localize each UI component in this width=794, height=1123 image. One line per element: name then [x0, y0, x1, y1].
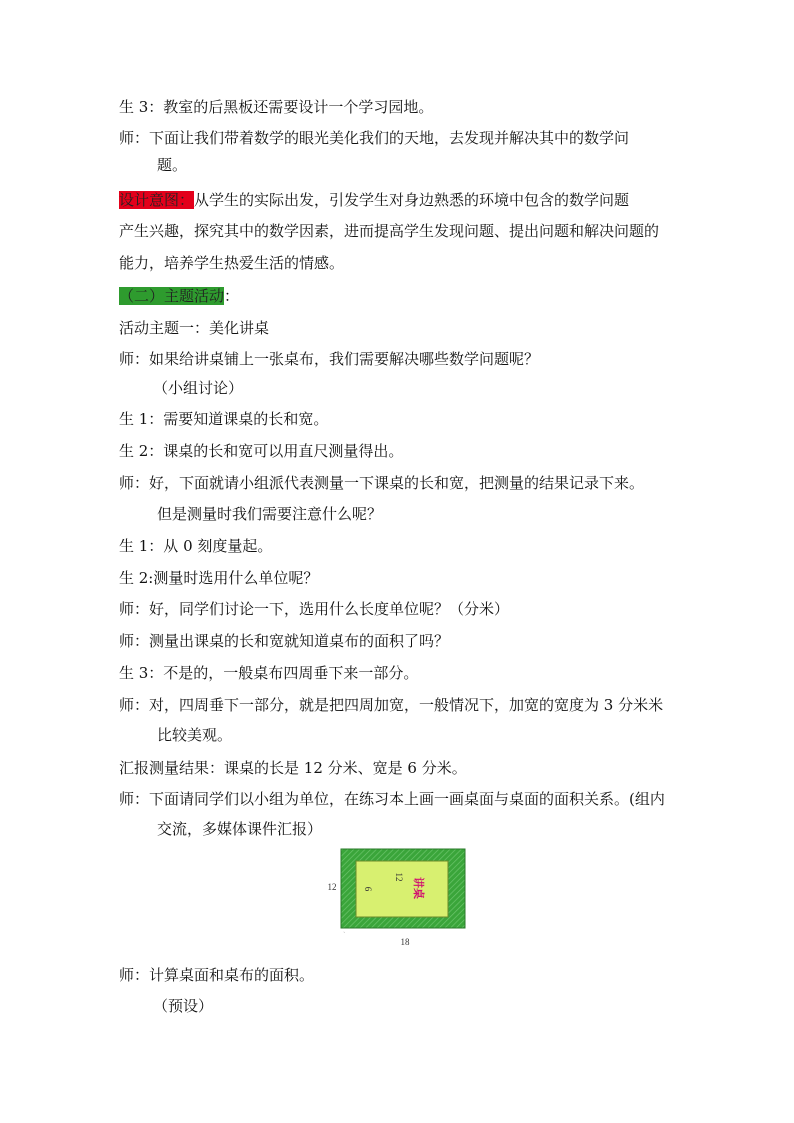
section-heading [119, 285, 239, 307]
design-intent-line [119, 189, 629, 211]
text-line: （预设） [153, 997, 214, 1015]
text-line: 师：下面请同学们以小组为单位，在练习本上画一画桌面与桌面的面积关系。(组内 [119, 790, 665, 808]
text-line: （小组讨论） [153, 379, 244, 397]
design-intent-label: 设计意图： [119, 191, 195, 209]
text-line: 生 3：不是的，一般桌布四周垂下来一部分。 [119, 664, 419, 682]
text-line: 师：测量出课桌的长和宽就知道桌布的面积了吗？ [119, 632, 450, 650]
section-label: （二）主题活动 [119, 287, 225, 305]
text-line: 师：计算桌面和桌布的面积。 [119, 966, 315, 984]
text-line: 师：如果给讲桌铺上一张桌布，我们需要解决哪些数学问题呢？ [119, 350, 540, 368]
text-span: ： [224, 287, 240, 305]
text-line: 师：下面让我们带着数学的眼光美化我们的天地，去发现并解决其中的数学问 [119, 129, 630, 147]
corner-mark: ˋ [343, 932, 346, 939]
text-line: 产生兴趣，探究其中的数学因素，进而提高学生发现问题、提出问题和解决问题的 [119, 222, 660, 240]
text-line: 生 3：教室的后黑板还需要设计一个学习园地。 [119, 98, 434, 116]
desk-label: 讲桌 [412, 877, 425, 899]
inner-length-label: 12 [394, 872, 404, 882]
text-line: 但是测量时我们需要注意什么呢？ [157, 505, 383, 523]
text-line: 交流，多媒体课件汇报） [157, 820, 323, 838]
text-line: 生 2:测量时选用什么单位呢？ [119, 569, 319, 587]
outer-height-label: 12 [327, 882, 337, 892]
text-line: 汇报测量结果：课桌的长是 12 分米、宽是 6 分米。 [119, 759, 467, 777]
text-line: 活动主题一：美化讲桌 [119, 319, 270, 337]
text-line: 师：好，下面就请小组派代表测量一下课桌的长和宽，把测量的结果记录下来。 [119, 474, 645, 492]
text-span: 从学生的实际出发，引发学生对身边熟悉的环境中包含的数学问题 [194, 191, 630, 209]
outer-width-label: 18 [400, 937, 410, 947]
text-line: 比较美观。 [157, 726, 233, 744]
text-line: 生 2：课桌的长和宽可以用直尺测量得出。 [119, 442, 404, 460]
inner-width-label: 6 [363, 886, 373, 892]
text-line: 师：好，同学们讨论一下，选用什么长度单位呢？（分米） [119, 600, 510, 618]
tablecloth-figure [318, 845, 478, 950]
text-line: 师：对，四周垂下一部分，就是把四周加宽，一般情况下，加宽的宽度为 3 分米米 [119, 696, 664, 714]
text-line: 生 1：需要知道课桌的长和宽。 [119, 410, 329, 428]
text-line: 题。 [157, 156, 188, 174]
text-line: 生 1：从 0 刻度量起。 [119, 537, 273, 555]
text-line: 能力，培养学生热爱生活的情感。 [119, 254, 345, 272]
